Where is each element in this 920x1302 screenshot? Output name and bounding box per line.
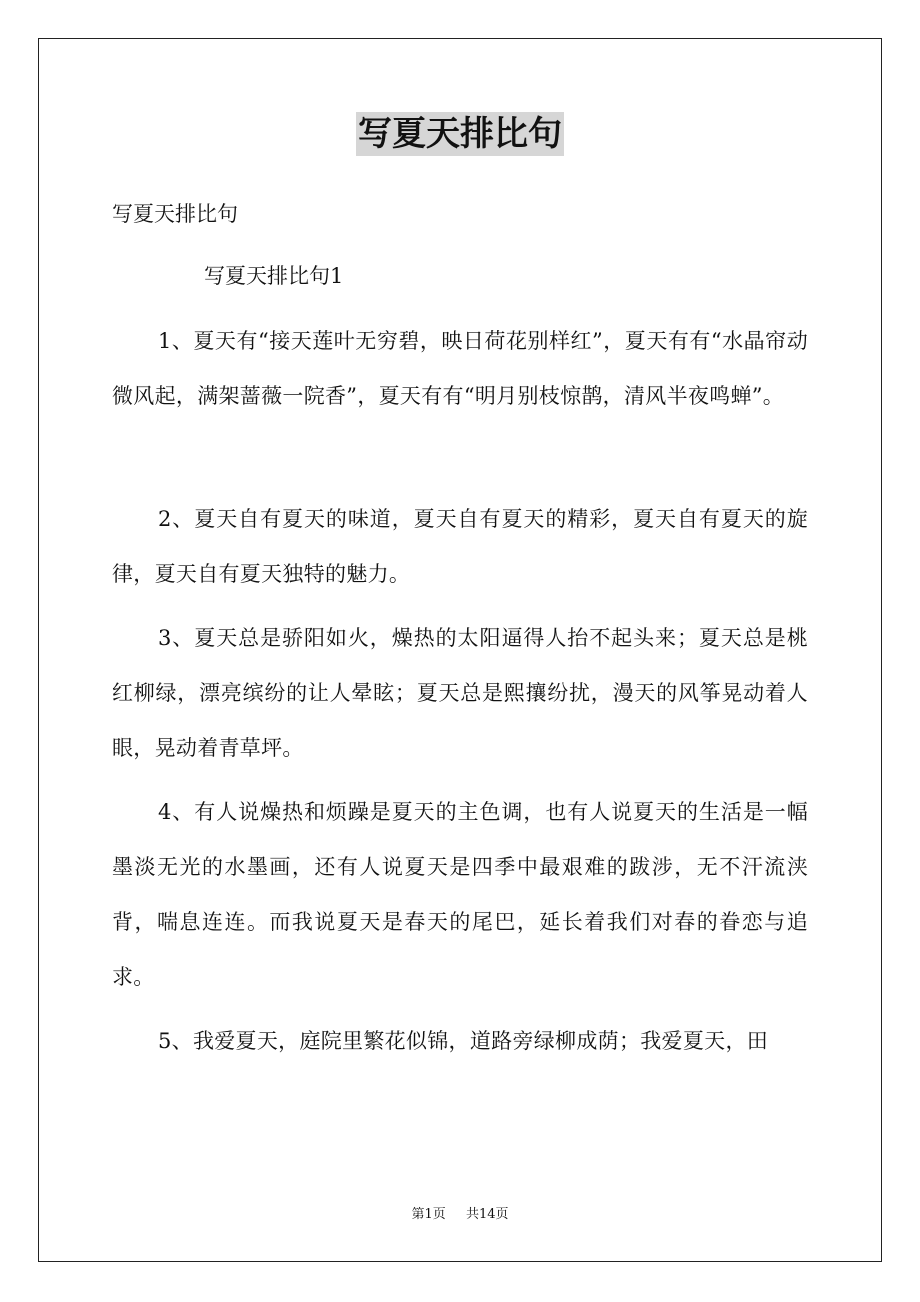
paragraph-4: 4、有人说燥热和烦躁是夏天的主色调，也有人说夏天的生活是一幅墨淡无光的水墨画，还有人说夏天是四季中最艰难的跋涉，无不汗流浃背，喘息连连。而我说夏天是春天的尾巴，延长着我们对春的眷恋与追求。 — [112, 800, 808, 989]
title-area — [0, 112, 920, 156]
paragraph-1: 1、夏天有“接天莲叶无穷碧，映日荷花别样红”，夏天有有“水晶帘动微风起，满架蔷薇一院香”，夏天有有“明月别枝惊鹊，清风半夜鸣蝉”。 — [112, 329, 808, 408]
page-total: 共14页 — [466, 1207, 509, 1222]
document-title: 写夏天排比句 — [358, 114, 562, 154]
section-title: 写夏天排比句1 — [204, 264, 344, 288]
paragraph-5: 5、我爱夏天，庭院里繁花似锦，道路旁绿柳成荫；我爱夏天，田 — [158, 1029, 769, 1053]
paragraph-3: 3、夏天总是骄阳如火，燥热的太阳逼得人抬不起头来；夏天总是桃红柳绿，漂亮缤纷的让人晕眩；夏天总是熙攘纷扰，漫天的风筝晃动着人眼，晃动着青草坪。 — [112, 626, 808, 760]
page-number: 第1页 — [411, 1207, 446, 1222]
page-footer — [0, 1205, 920, 1225]
document-body — [112, 198, 808, 1069]
document-subtitle: 写夏天排比句 — [112, 202, 238, 226]
paragraph-2: 2、夏天自有夏天的味道，夏天自有夏天的精彩，夏天自有夏天的旋律，夏天自有夏天独特的魅力。 — [112, 507, 808, 586]
